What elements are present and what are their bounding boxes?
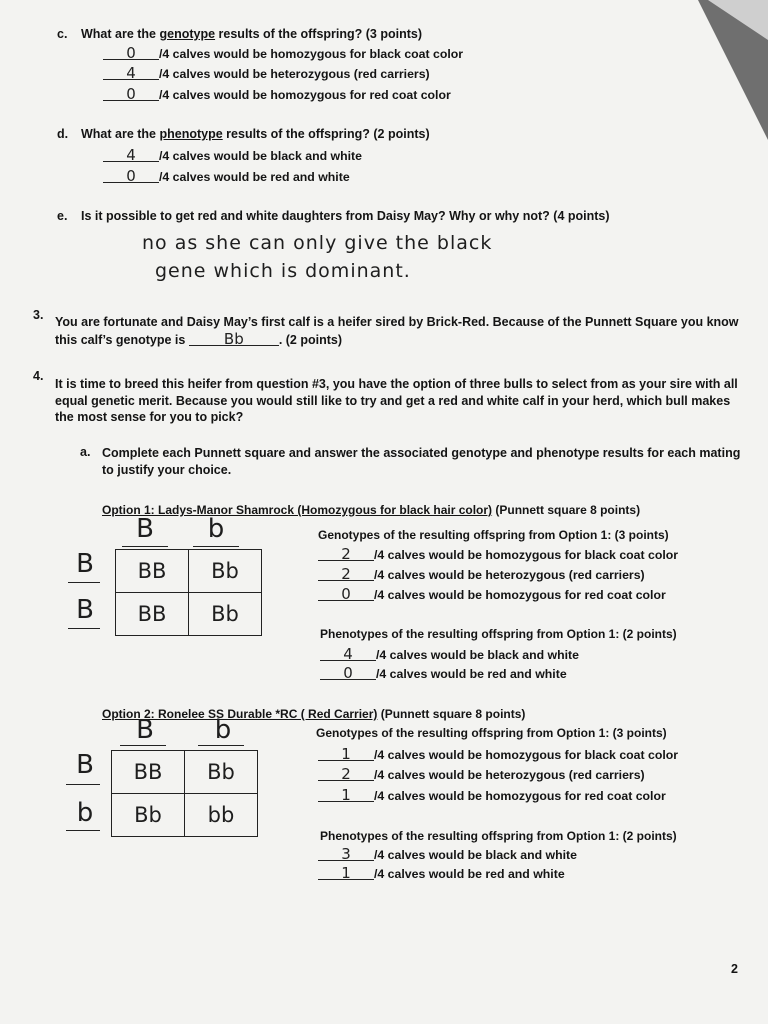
question-3-number: 3. (33, 308, 44, 322)
option1-pheno-row[interactable]: 4 /4 calves would be black and white (320, 648, 579, 662)
option1-genotype-heading: Genotypes of the resulting offspring from Option 1: (3 points) (318, 528, 669, 542)
option1-geno-row[interactable]: 0 /4 calves would be homozygous for red coat color (318, 588, 666, 602)
option2-pheno-blank: 1 (318, 867, 374, 880)
option2-title: Option 2: Ronelee SS Durable *RC ( Red Carrier) (Punnett square 8 points) (102, 707, 526, 721)
question-d-text: What are the phenotype results of the offspring? (2 points) (81, 127, 430, 141)
c-answer-row[interactable]: 0 /4 calves would be homozygous for red coat color (103, 88, 451, 102)
punnett-cell[interactable]: bb (185, 794, 258, 837)
option1-title: Option 1: Ladys-Manor Shamrock (Homozygous for black hair color) (Punnett square 8 points) (102, 503, 641, 517)
d-answer-row[interactable]: 4 /4 calves would be black and white (103, 149, 362, 163)
option1-phenotype-heading: Phenotypes of the resulting offspring from Option 1: (2 points) (320, 627, 677, 641)
option1-geno-row[interactable]: 2 /4 calves would be heterozygous (red carriers) (318, 568, 645, 582)
option1-geno-blank: 2 (318, 568, 374, 581)
option2-pheno-blank: 3 (318, 848, 374, 861)
option1-top-allele: b (207, 514, 225, 544)
d-answer-blank: 4 (103, 149, 159, 162)
option2-pheno-row[interactable]: 1 /4 calves would be red and white (318, 867, 565, 881)
question-4-line1: It is time to breed this heifer from question #3, you have the option of three bulls to select from as your sire with all (55, 377, 738, 391)
question-e-label: e. (57, 209, 68, 223)
d-answer-blank: 0 (103, 170, 159, 183)
question-e-text: Is it possible to get red and white daughters from Daisy May? Why or why not? (4 points) (81, 209, 610, 223)
question-4a-line1: Complete each Punnett square and answer the associated genotype and phenotype results for each mating (102, 446, 741, 460)
option2-geno-row[interactable]: 2 /4 calves would be heterozygous (red carriers) (318, 768, 645, 782)
question-d-label: d. (57, 127, 69, 141)
e-handwritten-answer-line2: gene which is dominant. (155, 260, 411, 282)
punnett-cell[interactable]: Bb (185, 751, 258, 794)
question-4-line2: equal genetic merit. Because you would still like to try and get a red and white calf in your herd, which bull makes (55, 394, 731, 408)
c-answer-row[interactable]: 0 /4 calves would be homozygous for black coat color (103, 47, 463, 61)
option1-side-allele-underline (68, 628, 100, 629)
option2-geno-blank: 1 (318, 748, 374, 761)
q3-answer-blank[interactable]: Bb (189, 333, 279, 346)
option1-side-allele-underline (68, 582, 100, 583)
option2-top-allele: b (214, 715, 232, 745)
c-answer-blank: 0 (103, 88, 159, 101)
option1-pheno-blank: 4 (320, 648, 376, 661)
punnett-cell[interactable]: Bb (189, 550, 262, 593)
option2-geno-row[interactable]: 1 /4 calves would be homozygous for red coat color (318, 789, 666, 803)
option2-punnett-square (111, 750, 258, 837)
option1-geno-blank: 0 (318, 588, 374, 601)
c-answer-row[interactable]: 4 /4 calves would be heterozygous (red carriers) (103, 67, 430, 81)
question-c-text: What are the genotype results of the offspring? (3 points) (81, 27, 423, 41)
option2-top-allele: B (136, 715, 154, 745)
option2-phenotype-heading: Phenotypes of the resulting offspring from Option 1: (2 points) (320, 829, 677, 843)
page-number: 2 (731, 962, 738, 976)
c-answer-blank: 0 (103, 47, 159, 60)
option2-geno-row[interactable]: 1 /4 calves would be homozygous for black coat color (318, 748, 678, 762)
option2-side-allele: b (76, 798, 94, 828)
option1-side-allele: B (76, 549, 94, 579)
punnett-cell[interactable]: BB (116, 550, 189, 593)
option2-side-allele: B (76, 750, 94, 780)
option1-side-allele: B (76, 595, 94, 625)
question-c-label: c. (57, 27, 68, 41)
option1-top-allele-underline (193, 546, 239, 547)
punnett-cell[interactable]: Bb (112, 794, 185, 837)
question-4-line3: the most sense for you to pick? (55, 410, 244, 424)
punnett-cell[interactable]: BB (112, 751, 185, 794)
punnett-cell[interactable]: BB (116, 593, 189, 636)
option1-punnett-square (115, 549, 262, 636)
folded-corner (708, 0, 768, 40)
option2-geno-blank: 2 (318, 768, 374, 781)
d-answer-row[interactable]: 0 /4 calves would be red and white (103, 170, 350, 184)
question-3-line1: You are fortunate and Daisy May’s first calf is a heifer sired by Brick-Red. Because of the Punnett Square you know (55, 315, 739, 329)
option2-genotype-heading: Genotypes of the resulting offspring from Option 1: (3 points) (316, 726, 667, 740)
option2-side-allele-underline (66, 830, 100, 831)
e-handwritten-answer-line1: no as she can only give the black (142, 232, 493, 254)
option2-side-allele-underline (66, 784, 100, 785)
option2-geno-blank: 1 (318, 789, 374, 802)
question-4a-label: a. (80, 445, 91, 459)
option1-pheno-blank: 0 (320, 667, 376, 680)
option2-top-allele-underline (198, 745, 244, 746)
option1-geno-row[interactable]: 2 /4 calves would be homozygous for black coat color (318, 548, 678, 562)
option2-pheno-row[interactable]: 3 /4 calves would be black and white (318, 848, 577, 862)
option1-top-allele: B (136, 514, 154, 544)
option1-top-allele-underline (122, 546, 168, 547)
c-answer-blank: 4 (103, 67, 159, 80)
option1-pheno-row[interactable]: 0 /4 calves would be red and white (320, 667, 567, 681)
question-4a-line2: to justify your choice. (102, 463, 232, 477)
question-4-number: 4. (33, 369, 44, 383)
option2-top-allele-underline (120, 745, 166, 746)
question-3-line2: this calf’s genotype is Bb . (2 points) (55, 330, 343, 348)
punnett-cell[interactable]: Bb (189, 593, 262, 636)
option1-geno-blank: 2 (318, 548, 374, 561)
